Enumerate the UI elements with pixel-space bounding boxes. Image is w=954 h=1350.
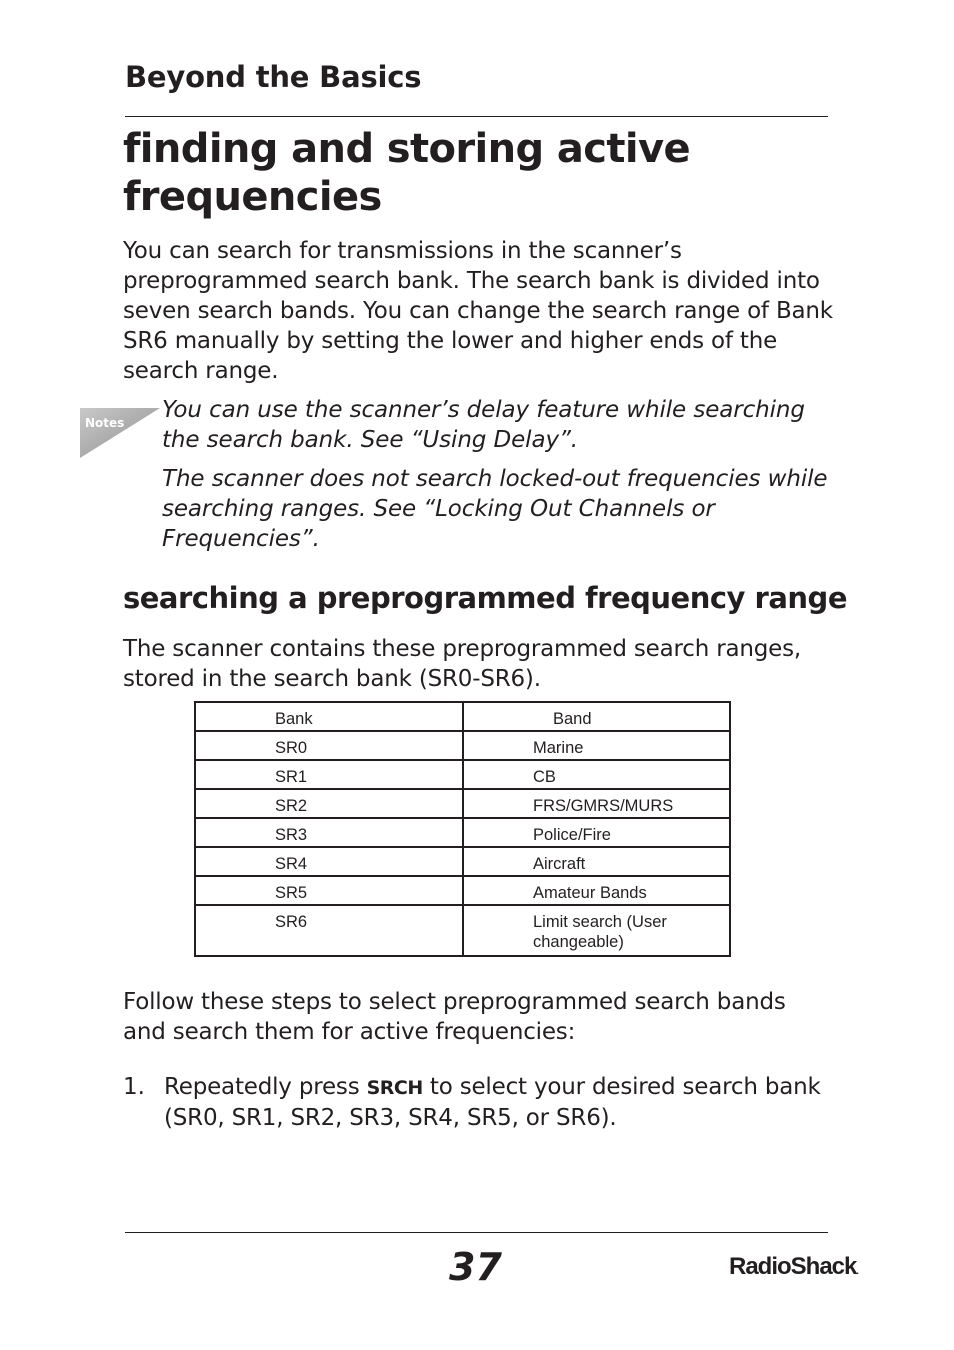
- step-text-after: to select your desired search bank (SR0, SR1, SR2, SR3, SR4, SR5, or SR6).: [164, 1074, 821, 1131]
- page-title: finding and storing active frequencies: [123, 126, 691, 220]
- table-row: [195, 760, 730, 789]
- notes-badge-label: Notes: [85, 416, 125, 430]
- step-text-before: Repeatedly press: [164, 1074, 367, 1100]
- note-delay: You can use the scanner’s delay feature while searching the search bank. See “Using Delay”.: [162, 397, 805, 453]
- bank-cell: SR4: [195, 847, 463, 876]
- bank-cell: SR3: [195, 818, 463, 847]
- table-row: [195, 818, 730, 847]
- bank-cell: SR2: [195, 789, 463, 818]
- header-band: Band: [463, 702, 730, 731]
- brand-logo: [729, 1253, 858, 1281]
- page-number: 37: [449, 1245, 502, 1289]
- band-cell: Marine: [463, 731, 730, 760]
- bank-cell: SR1: [195, 760, 463, 789]
- table-row: [195, 847, 730, 876]
- band-cell: Police/Fire: [463, 818, 730, 847]
- intro-paragraph: You can search for transmissions in the scanner’s preprogrammed search bank. The search bank is divided into seven search bands. You can change the search range of Bank SR6 manually by setting the lower and higher ends of the search range.: [123, 238, 833, 384]
- band-cell: Limit search (User changeable): [463, 905, 730, 956]
- bank-cell: SR0: [195, 731, 463, 760]
- band-cell: FRS/GMRS/MURS: [463, 789, 730, 818]
- step-number: 1.: [123, 1074, 145, 1100]
- section-header: Beyond the Basics: [125, 60, 422, 94]
- table-row: [195, 731, 730, 760]
- brand-name: RadioShack: [729, 1253, 857, 1280]
- band-cell: Aircraft: [463, 847, 730, 876]
- table-row: [195, 905, 730, 956]
- notes-icon: [78, 406, 162, 462]
- header-bank: Bank: [195, 702, 463, 731]
- band-cell: CB: [463, 760, 730, 789]
- note-lockout: The scanner does not search locked-out frequencies while searching ranges. See “Locking Out Channels or Frequencies”.: [162, 466, 828, 552]
- table-row: [195, 876, 730, 905]
- step-text: [164, 1072, 844, 1133]
- bank-cell: SR6: [195, 905, 463, 956]
- table-header-row: [195, 702, 730, 731]
- subsection-heading: searching a preprogrammed frequency range: [123, 581, 847, 615]
- subsection-lead: The scanner contains these preprogrammed search ranges, stored in the search bank (SR0-SR6).: [123, 636, 801, 692]
- search-ranges-table: [194, 701, 731, 957]
- brand-mark: .: [856, 1266, 858, 1276]
- header-rule: [125, 116, 828, 117]
- band-cell: Amateur Bands: [463, 876, 730, 905]
- footer-rule: [125, 1232, 828, 1233]
- bank-cell: SR5: [195, 876, 463, 905]
- table-row: [195, 789, 730, 818]
- srch-key-label: SRCH: [366, 1077, 423, 1099]
- steps-intro: Follow these steps to select preprogrammed search bands and search them for active frequencies:: [123, 989, 786, 1045]
